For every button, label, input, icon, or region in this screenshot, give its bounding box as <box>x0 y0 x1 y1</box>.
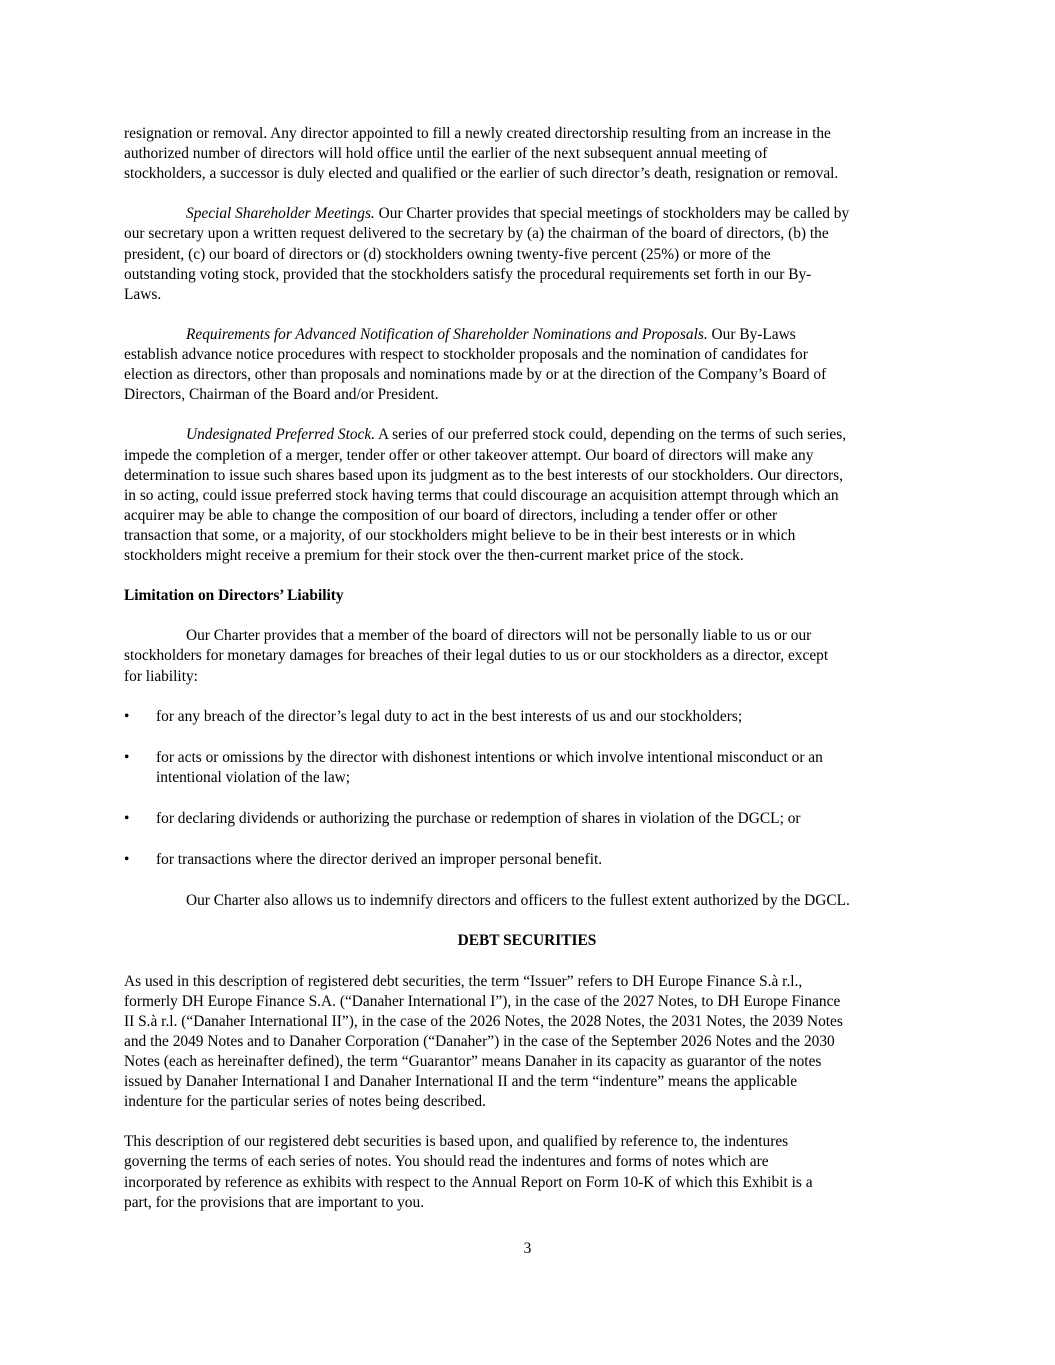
text-line: and the 2049 Notes and to Danaher Corporation (“Danaher”) in the case of the September 2026 Notes and the 2030 <box>124 1032 835 1050</box>
text-line: stockholders might receive a premium for their stock over the then-current market price of the stock. <box>124 546 744 564</box>
text-line: As used in this description of registered debt securities, the term “Issuer” refers to DH Europe Finance S.à r.l., <box>124 972 803 990</box>
paragraph-advance-notice <box>124 325 944 405</box>
text-line: resignation or removal. Any director appointed to fill a newly created directorship resulting from an increase in the <box>124 125 831 142</box>
text-line: election as directors, other than proposals and nominations made by or at the direction of the Company’s Board of <box>124 366 827 384</box>
text-line: This description of our registered debt securities is based upon, and qualified by reference to, the indentures <box>124 1133 789 1151</box>
paragraph-title: Undesignated Preferred Stock. <box>186 426 376 444</box>
text-line: governing the terms of each series of notes. You should read the indentures and forms of notes which are <box>124 1153 769 1171</box>
bullet-icon: • <box>124 810 130 827</box>
text-line: impede the completion of a merger, tender offer or other takeover attempt. Our board of directors will make any <box>124 446 814 464</box>
bullet-icon: • <box>124 851 130 869</box>
bullet-item <box>124 748 944 788</box>
paragraph-indemnify <box>124 891 944 911</box>
text-line: indenture for the particular series of notes being described. <box>124 1093 486 1111</box>
document-page <box>124 124 944 1233</box>
text-line: for transactions where the director derived an improper personal benefit. <box>156 851 603 869</box>
section-heading-liability: Limitation on Directors’ Liability <box>124 587 344 605</box>
text-line: authorized number of directors will hold office until the earlier of the next subsequent annual meeting of <box>124 145 768 163</box>
page-number: 3 <box>523 1240 532 1257</box>
text-line: intentional violation of the law; <box>156 768 351 786</box>
text-line: incorporated by reference as exhibits with respect to the Annual Report on Form 10-K of which this Exhibit is a <box>124 1173 813 1191</box>
text-line: Our Charter provides that a member of the board of directors will not be personally liable to us or our <box>186 627 812 645</box>
text-line: president, (c) our board of directors or (d) stockholders owning twenty-five percent (25%) or more of the <box>124 245 771 263</box>
text-line: establish advance notice procedures with respect to stockholder proposals and the nomination of candidates for <box>124 346 808 364</box>
paragraph-liability-intro <box>124 626 944 686</box>
section-heading-debt-securities: DEBT SECURITIES <box>457 932 597 950</box>
text-line: Notes (each as hereinafter defined), the term “Guarantor” means Danaher in its capacity as guarantor of the notes <box>124 1052 822 1070</box>
text-line: stockholders, a successor is duly elected and qualified or the earlier of such director’s death, resignation or removal. <box>124 165 839 183</box>
text-line: Laws. <box>124 285 162 303</box>
text-line: A series of our preferred stock could, depending on the terms of such series, <box>375 426 847 444</box>
bullet-item <box>124 707 944 727</box>
text-line: transaction that some, or a majority, of our stockholders might believe to be in their best interests or in which <box>124 526 796 544</box>
text-line: for any breach of the director’s legal duty to act in the best interests of us and our stockholders; <box>156 707 743 725</box>
paragraph-special-meetings <box>124 204 944 304</box>
paragraph-preferred-stock <box>124 425 944 566</box>
paragraph-director-vacancy <box>124 124 944 184</box>
text-line: part, for the provisions that are important to you. <box>124 1193 425 1211</box>
bullet-item <box>124 850 944 870</box>
paragraph-debt-description <box>124 1132 944 1212</box>
text-line: II S.à r.l. (“Danaher International II”), in the case of the 2026 Notes, the 2028 Notes, the 2031 Notes, the 2039 Notes <box>124 1012 843 1030</box>
text-line: Directors, Chairman of the Board and/or President. <box>124 386 439 404</box>
text-line: Our Charter provides that special meetings of stockholders may be called by <box>374 205 850 223</box>
text-line: our secretary upon a written request delivered to the secretary by (a) the chairman of the board of directors, (b) the <box>124 225 829 243</box>
text-line: in so acting, could issue preferred stock having terms that could discourage an acquisition attempt through which an <box>124 486 839 504</box>
text-line: for acts or omissions by the director with dishonest intentions or which involve intentional misconduct or an <box>156 748 823 766</box>
paragraph-debt-definitions <box>124 972 944 1113</box>
bullet-item <box>124 809 944 829</box>
bullet-icon: • <box>124 707 130 725</box>
text-line: stockholders for monetary damages for breaches of their legal duties to us or our stockholders as a director, except <box>124 647 829 665</box>
paragraph-title: Requirements for Advanced Notification of Shareholder Nominations and Proposals. <box>186 325 708 343</box>
paragraph-title: Special Shareholder Meetings. <box>186 205 375 223</box>
text-line: acquirer may be able to change the composition of our board of directors, including a tender offer or other <box>124 506 778 524</box>
text-line: for declaring dividends or authorizing the purchase or redemption of shares in violation of the DGCL; or <box>156 810 801 827</box>
text-line: for liability: <box>124 667 198 685</box>
text-line: Our Charter also allows us to indemnify directors and officers to the fullest extent authorized by the DGCL. <box>186 892 850 910</box>
text-line: Our By-Laws <box>707 325 796 343</box>
text-line: formerly DH Europe Finance S.A. (“Danaher International I”), in the case of the 2027 Notes, to DH Europe Finance <box>124 992 841 1010</box>
text-line: outstanding voting stock, provided that the stockholders satisfy the procedural requirements set forth in our By- <box>124 265 812 283</box>
text-line: issued by Danaher International I and Danaher International II and the term “indenture” means the applicable <box>124 1073 798 1091</box>
bullet-icon: • <box>124 748 130 766</box>
text-line: determination to issue such shares based upon its judgment as to the best interests of our stockholders. Our directors, <box>124 466 843 484</box>
